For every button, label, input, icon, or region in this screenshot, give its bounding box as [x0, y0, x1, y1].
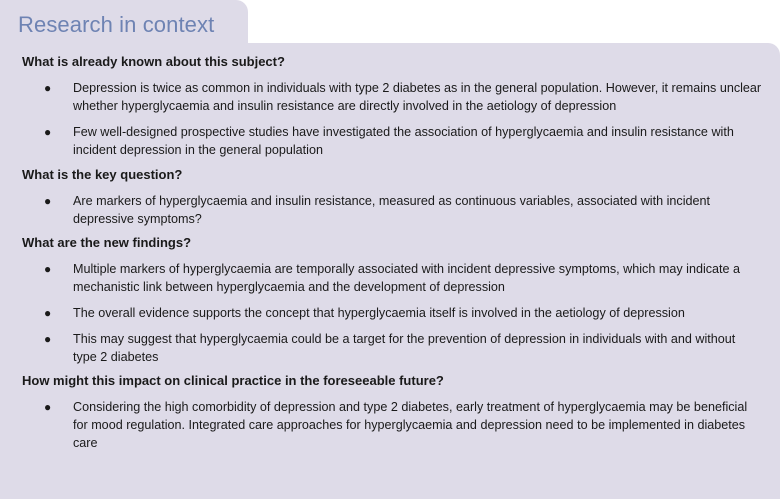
bullet-icon: ●: [44, 332, 52, 346]
list-item: [0, 398, 780, 452]
section-heading: What are the new findings?: [22, 235, 192, 250]
list-item-text: Few well-designed prospective studies have investigated the association of hyperglycaemia and insulin resistance with incident depression in the general population: [73, 125, 734, 157]
section-new-findings: [0, 235, 780, 366]
list-item-text: This may suggest that hyperglycaemia could be a target for the prevention of depression in individuals with and without type 2 diabetes: [73, 332, 736, 364]
bullet-icon: ●: [44, 125, 52, 139]
list-item-text: Depression is twice as common in individuals with type 2 diabetes as in the general population. However, it remains unclear whether hyperglycaemia and insulin resistance are directly involved in the aetiology of depression: [73, 81, 762, 113]
bullet-icon: ●: [44, 306, 52, 320]
bullet-list: [0, 398, 780, 452]
section-known: [0, 54, 780, 159]
list-item: [0, 260, 780, 296]
bullet-icon: ●: [44, 400, 52, 414]
section-heading: What is the key question?: [22, 167, 183, 182]
list-item: [0, 123, 780, 159]
bullet-icon: ●: [44, 194, 52, 208]
section-key-question: [0, 167, 780, 228]
list-item: [0, 330, 780, 366]
section-clinical-impact: [0, 373, 780, 452]
content: [0, 54, 780, 452]
list-item-text: Multiple markers of hyperglycaemia are temporally associated with incident depressive symptoms, which may indicate a mechanistic link between hyperglycaemia and the development of depression: [73, 262, 741, 294]
title-tab: [0, 0, 248, 46]
bullet-list: [0, 192, 780, 228]
list-item: [0, 304, 780, 322]
bullet-list: [0, 79, 780, 159]
list-item: [0, 79, 780, 115]
list-item: [0, 192, 780, 228]
section-heading: How might this impact on clinical practice in the foreseeable future?: [22, 373, 444, 388]
section-heading: What is already known about this subject?: [22, 54, 285, 69]
list-item-text: Are markers of hyperglycaemia and insulin resistance, measured as continuous variables, associated with incident depressive symptoms?: [73, 194, 711, 226]
bullet-list: [0, 260, 780, 366]
list-item-text: The overall evidence supports the concept that hyperglycaemia itself is involved in the aetiology of depression: [73, 306, 685, 320]
bullet-icon: ●: [44, 262, 52, 276]
panel-title: Research in context: [18, 12, 215, 37]
bullet-icon: ●: [44, 81, 52, 95]
list-item-text: Considering the high comorbidity of depression and type 2 diabetes, early treatment of hyperglycaemia may be beneficial for mood regulation. Integrated care approaches for hyperglycaemia and depression need to be implemented in diabetes care: [73, 400, 748, 450]
